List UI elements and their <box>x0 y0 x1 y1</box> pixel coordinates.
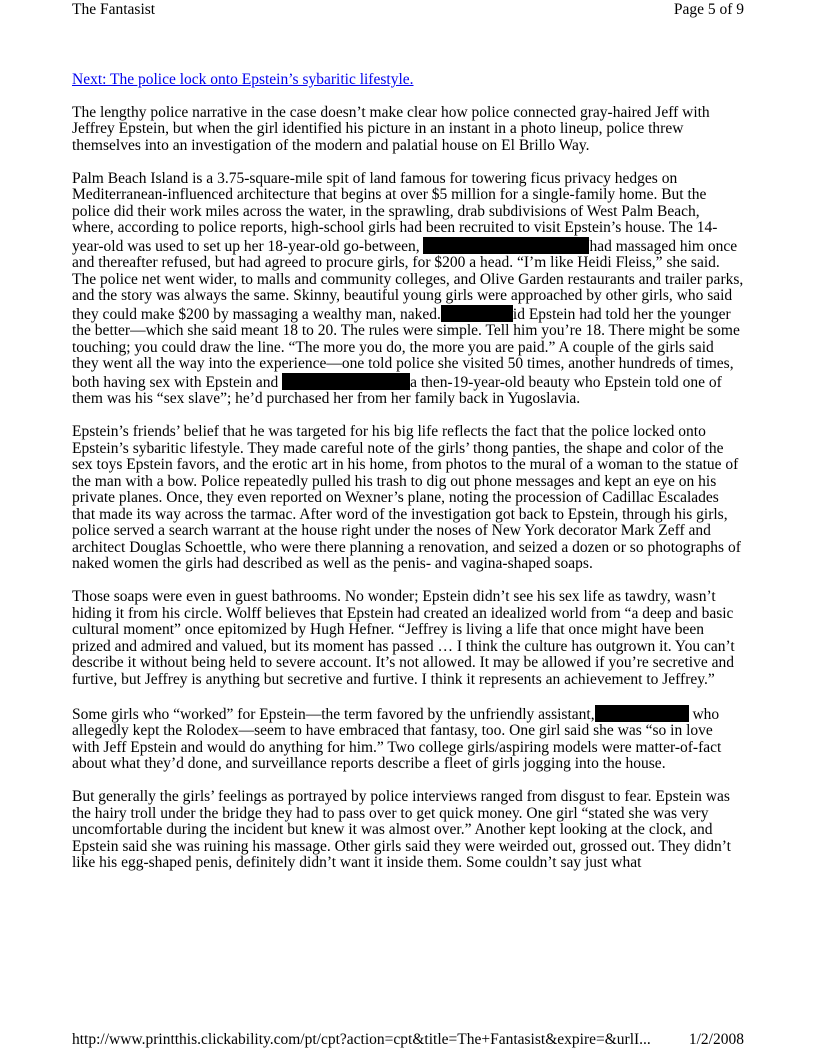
paragraph-5-part-b: who allegedly kept the Rolodex—seem to have embraced that fantasy, too. One girl said she was “so in love with Jeff Epstein and would do anything for him.” Two college girls/aspiring models were matter-of-fact about what they’d done, and surveillance reports describe a fleet of girls jogging into the house. <box>72 705 722 772</box>
paragraph-2-part-d: a then-19-year-old beauty who Epstein told one of them was his “sex slave”; he’d purchased her from her family back in Yugoslavia. <box>72 373 722 407</box>
paragraph-4: Those soaps were even in guest bathrooms. No wonder; Epstein didn’t see his sex life as tawdry, wasn’t hiding it from his circle. Wolff believes that Epstein had created an idealized world from “a deep and basic cultural moment” once epitomized by Hugh Hefner. “Jeffrey is living a life that once might have been prized and admired and valued, but its moment has passed … I think the culture has outgrown it. You can’t describe it without being held to severe account. It’s not allowed. It may be allowed if you’re secretive and furtive, but Jeffrey is anything but secretive and furtive. I think it represents an achievement to Jeffrey.” <box>72 588 735 688</box>
paragraph-2 <box>72 171 744 408</box>
footer-date: 1/2/2008 <box>688 1031 744 1048</box>
paragraph-2-part-a: Palm Beach Island is a 3.75-square-mile spit of land famous for towering ficus privacy hedges on Mediterranean-influenced architecture that begins at over $5 million for a single-family home. But the police did their work miles across the water, in the sprawling, drab subdivisions of West Palm Beach, where, according to police reports, high-school girls had been recruited to visit Epstein’s house. The 14-year-old was used to set up her 18-year-old go-between, <box>72 169 718 255</box>
paragraph-2-part-b: had massaged him once and thereafter refused, but had agreed to procure girls, for $200 a head. “I’m like Heidi Fleiss,” she said. The police net went wider, to malls and community colleges, and Olive Garden restaurants and trailer parks, and the story was always the same. Skinny, beautiful young girls were approached by other girls, who said they could make $200 by massaging a wealthy man, naked. <box>72 237 744 323</box>
article-body <box>72 72 744 888</box>
footer-url: http://www.printthis.clickability.com/pt/cpt?action=cpt&title=The+Fantasist&expire=&urlI... <box>72 1031 651 1048</box>
paragraph-2-part-c: id Epstein had told her the younger the better—which she said meant 18 to 20. The rules were simple. Tell him you’re 18. There might be some touching; you could draw the line. “The more you do, the more you are paid.” A couple of the girls said they went all the way into the experience—one told police she visited 50 times, another hundreds of times, both having sex with Epstein and <box>72 305 740 391</box>
next-section-link[interactable]: Next: The police lock onto Epstein’s sybaritic lifestyle. <box>72 71 414 88</box>
paragraph-5-part-a: Some girls who “worked” for Epstein—the term favored by the unfriendly assistant, <box>72 705 595 723</box>
redaction-block <box>441 305 513 322</box>
paragraph-1: The lengthy police narrative in the case doesn’t make clear how police connected gray-haired Jeff with Jeffrey Epstein, but when the girl identified his picture in an instant in a photo lineup, police threw themselves into an investigation of the modern and palatial house on El Brillo Way. <box>72 103 710 154</box>
redaction-block <box>595 705 689 722</box>
redaction-block <box>423 237 589 254</box>
redaction-block <box>282 373 410 390</box>
paragraph-6: But generally the girls’ feelings as portrayed by police interviews ranged from disgust to fear. Epstein was the hairy troll under the bridge they had to pass over to get quick money. One girl “stated she was very uncomfortable during the incident but knew it was almost over.” Another kept looking at the clock, and Epstein said she was ruining his massage. Other girls said they were weirded out, grossed out. They didn’t like his egg-shaped penis, definitely didn’t want it inside them. Some couldn’t say just what <box>72 788 731 871</box>
document-title: The Fantasist <box>72 1 156 18</box>
paragraph-5 <box>72 705 744 773</box>
paragraph-3: Epstein’s friends’ belief that he was targeted for his big life reflects the fact that the police locked onto Epstein’s sybaritic lifestyle. They made careful note of the girls’ thong panties, the shape and color of the sex toys Epstein favors, and the erotic art in his home, from photos to the mural of a woman to the statue of the man with a bow. Police repeatedly pulled his trash to dig out phone messages and kept an eye on his private planes. Once, they even reported on Wexner’s plane, noting the procession of Cadillac Escalades that made its way across the tarmac. After word of the investigation got back to Epstein, through his girls, police served a search warrant at the house right under the noses of New York decorator Mark Zeff and architect Douglas Schoettle, who were there planning a renovation, and seized a dozen or so photographs of naked women the girls had described as well as the penis- and vagina-shaped soaps. <box>72 423 741 572</box>
page-number: Page 5 of 9 <box>673 1 744 18</box>
